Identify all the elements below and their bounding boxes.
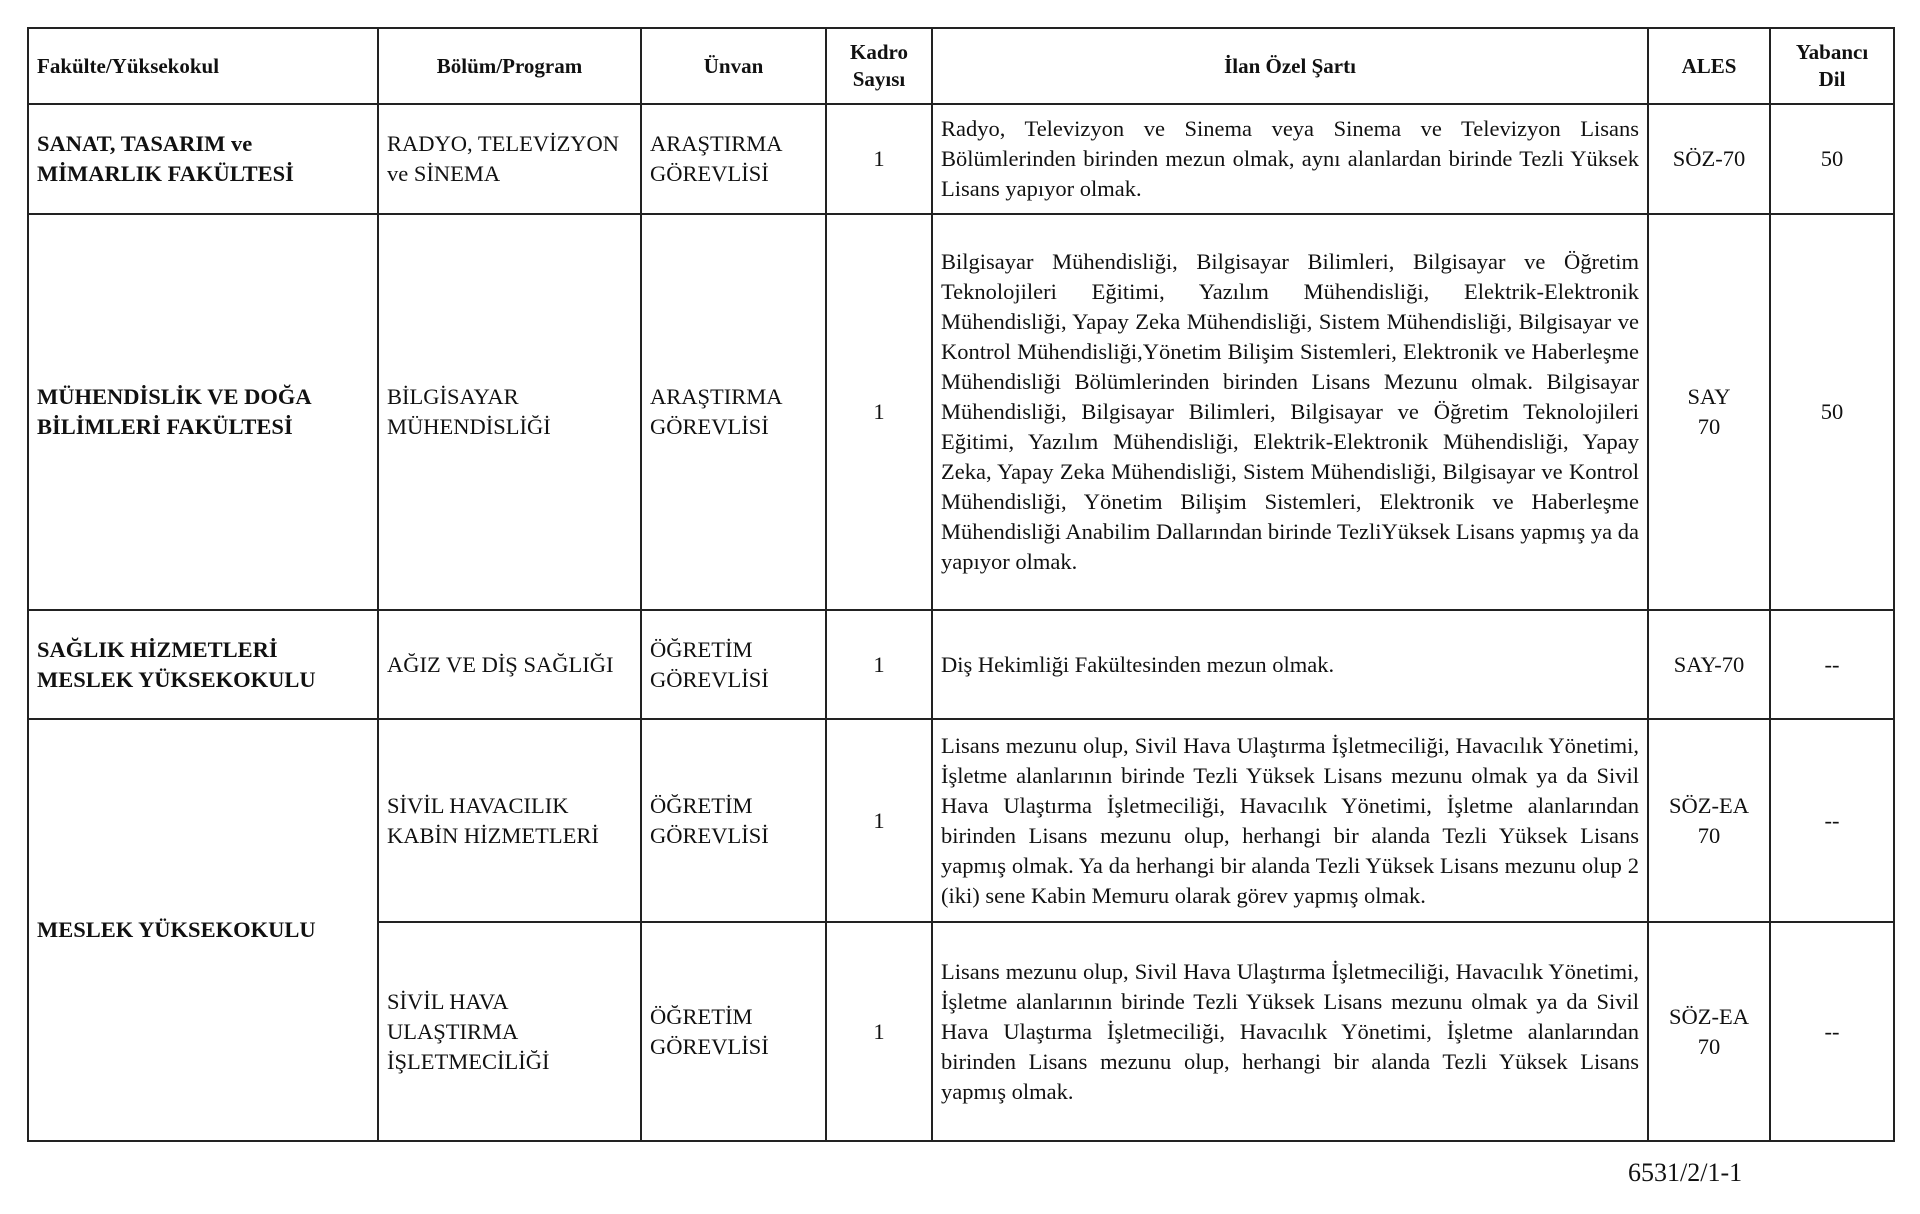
header-lang-line1: Yabancı bbox=[1795, 40, 1869, 64]
ales-cell bbox=[1648, 214, 1770, 610]
ales-cell bbox=[1648, 922, 1770, 1141]
header-kadro-line1: Kadro bbox=[850, 40, 908, 64]
requirement-cell: Bilgisayar Mühendisliği, Bilgisayar Bilimleri, Bilgisayar ve Öğretim Teknolojileri Eğitimi, Yazılım Mühendisliği, Elektrik-Elektronik Mühendisliği, Yapay Zeka Mühendisliği, Sistem Mühendisliği, Bilgisayar ve Kontrol Mühendisliği,Yönetim Bilişim Sistemleri, Elektronik ve Haberleşme Mühendisliği Bölümlerinden birinden Lisans Mezunu olmak. Bilgisayar Mühendisliği, Bilgisayar Bilimleri, Bilgisayar ve Öğretim Teknolojileri Eğitimi, Yazılım Mühendisliği, Elektrik-Elektronik Mühendisliği, Yapay Zeka, Yapay Zeka Mühendisliği, Sistem Mühendisliği, Bilgisayar ve Kontrol Mühendisliği, Yönetim Bilişim Sistemleri, Elektronik ve Haberleşme Mühendisliği Anabilim Dallarından birinde TezliYüksek Lisans yapmış ya da yapıyor olmak. bbox=[932, 214, 1648, 610]
ales-cell: SÖZ-70 bbox=[1648, 104, 1770, 214]
header-title: Ünvan bbox=[641, 28, 826, 104]
count-cell: 1 bbox=[826, 719, 932, 922]
ales-line1: SAY bbox=[1687, 384, 1731, 409]
requirement-cell: Radyo, Televizyon ve Sinema veya Sinema ve Televizyon Lisans Bölümlerinden birinden mezun olmak, aynı alanlardan birinde Tezli Yüksek Lisans yapıyor olmak. bbox=[932, 104, 1648, 214]
requirement-cell: Lisans mezunu olup, Sivil Hava Ulaştırma İşletmeciliği, Havacılık Yönetimi, İşletme alanlarının birinde Tezli Yüksek Lisans mezunu olmak ya da Sivil Hava Ulaştırma İşletmeciliği, Havacılık Yönetimi, İşletme alanlarından birinden Lisans mezunu olup, herhangi bir alanda Tezli Yüksek Lisans yapmış olmak. bbox=[932, 922, 1648, 1141]
header-ales: ALES bbox=[1648, 28, 1770, 104]
header-requirement: İlan Özel Şartı bbox=[932, 28, 1648, 104]
title-cell: ARAŞTIRMA GÖREVLİSİ bbox=[641, 214, 826, 610]
job-posting-table bbox=[27, 27, 1895, 1142]
program-cell: SİVİL HAVA ULAŞTIRMA İŞLETMECİLİĞİ bbox=[378, 922, 641, 1141]
ales-line2: 70 bbox=[1697, 1033, 1721, 1059]
faculty-cell: MÜHENDİSLİK VE DOĞA BİLİMLERİ FAKÜLTESİ bbox=[28, 214, 378, 610]
program-cell: RADYO, TELEVİZYON ve SİNEMA bbox=[378, 104, 641, 214]
count-cell: 1 bbox=[826, 922, 932, 1141]
faculty-cell: MESLEK YÜKSEKOKULU bbox=[28, 719, 378, 1141]
title-cell: ÖĞRETİM GÖREVLİSİ bbox=[641, 922, 826, 1141]
faculty-cell: SANAT, TASARIM ve MİMARLIK FAKÜLTESİ bbox=[28, 104, 378, 214]
program-cell: AĞIZ VE DİŞ SAĞLIĞI bbox=[378, 610, 641, 719]
ales-line1: SÖZ-EA bbox=[1669, 1003, 1749, 1029]
lang-cell: 50 bbox=[1770, 104, 1894, 214]
header-lang-line2: Dil bbox=[1818, 67, 1846, 91]
table-row bbox=[28, 610, 1894, 719]
title-cell: ÖĞRETİM GÖREVLİSİ bbox=[641, 719, 826, 922]
count-cell: 1 bbox=[826, 214, 932, 610]
header-kadro bbox=[826, 28, 932, 104]
header-faculty: Fakülte/Yüksekokul bbox=[28, 28, 378, 104]
header-lang bbox=[1770, 28, 1894, 104]
lang-cell: -- bbox=[1770, 610, 1894, 719]
table-row bbox=[28, 214, 1894, 610]
document-reference-number: 6531/2/1-1 bbox=[1628, 1158, 1743, 1187]
ales-line2: 70 bbox=[1697, 414, 1721, 439]
title-cell: ÖĞRETİM GÖREVLİSİ bbox=[641, 610, 826, 719]
header-program: Bölüm/Program bbox=[378, 28, 641, 104]
header-row bbox=[28, 28, 1894, 104]
program-cell: BİLGİSAYAR MÜHENDİSLİĞİ bbox=[378, 214, 641, 610]
lang-cell: -- bbox=[1770, 719, 1894, 922]
requirement-cell: Lisans mezunu olup, Sivil Hava Ulaştırma İşletmeciliği, Havacılık Yönetimi, İşletme alanlarının birinde Tezli Yüksek Lisans mezunu olmak ya da Sivil Hava Ulaştırma İşletmeciliği, Havacılık Yönetimi, İşletme alanlarından birinden Lisans mezunu olup, herhangi bir alanda Tezli Yüksek Lisans yapmış olmak. Ya da herhangi bir alanda Tezli Yüksek Lisans mezunu olup 2 (iki) sene Kabin Memuru olarak görev yapmış olmak. bbox=[932, 719, 1648, 922]
ales-line2: 70 bbox=[1697, 822, 1721, 848]
faculty-cell: SAĞLIK HİZMETLERİ MESLEK YÜKSEKOKULU bbox=[28, 610, 378, 719]
ales-cell bbox=[1648, 719, 1770, 922]
title-cell: ARAŞTIRMA GÖREVLİSİ bbox=[641, 104, 826, 214]
ales-cell: SAY-70 bbox=[1648, 610, 1770, 719]
ales-line1: SÖZ-EA bbox=[1669, 792, 1749, 818]
header-kadro-line2: Sayısı bbox=[852, 67, 906, 91]
program-cell: SİVİL HAVACILIK KABİN HİZMETLERİ bbox=[378, 719, 641, 922]
lang-cell: 50 bbox=[1770, 214, 1894, 610]
lang-cell: -- bbox=[1770, 922, 1894, 1141]
table-row bbox=[28, 104, 1894, 214]
requirement-cell: Diş Hekimliği Fakültesinden mezun olmak. bbox=[932, 610, 1648, 719]
count-cell: 1 bbox=[826, 610, 932, 719]
count-cell: 1 bbox=[826, 104, 932, 214]
table-row bbox=[28, 719, 1894, 922]
